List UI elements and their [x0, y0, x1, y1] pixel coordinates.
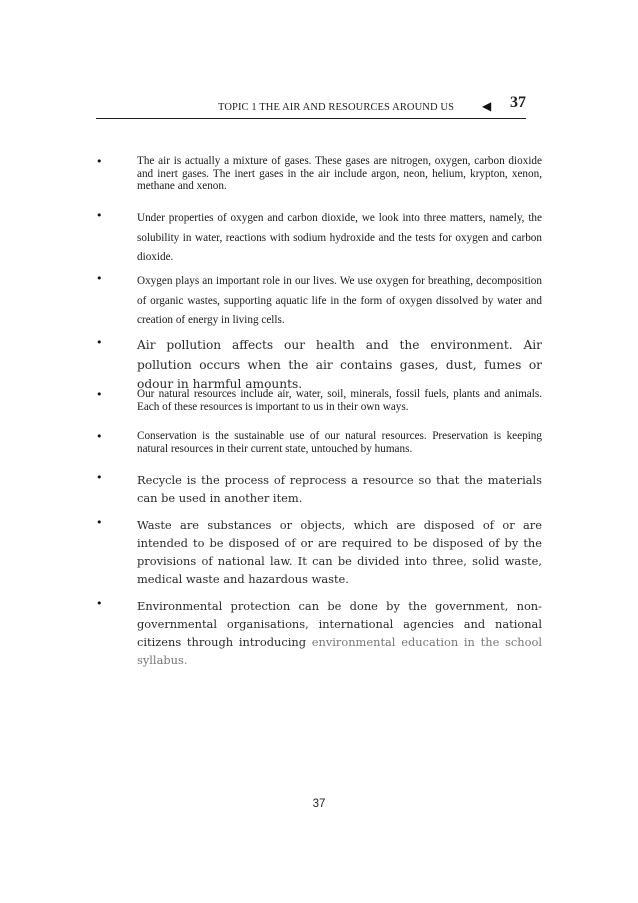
list-item-text: Conservation is the sustainable use of our natural resources. Preservation is keeping natural resources in their current state, untouched by humans.	[137, 430, 542, 455]
list-item-text-main: Environmental protection can be done by the government, non-governmental organisations, international agencies and national citizens through introducing	[137, 599, 542, 649]
bullet-icon: •	[96, 471, 103, 484]
bullet-icon: •	[96, 272, 103, 285]
left-arrow-icon: ◀	[482, 99, 492, 113]
list-item-text: Oxygen plays an important role in our lives. We use oxygen for breathing, decomposition of organic wastes, supporting aquatic life in the form of oxygen dissolved by water and creation of energy in living cells.	[137, 275, 542, 326]
header-page-number: 37	[510, 94, 526, 111]
bullet-icon: •	[96, 388, 103, 401]
list-item-text: The air is actually a mixture of gases. These gases are nitrogen, oxygen, carbon dioxide and inert gases. The inert gases in the air include argon, neon, helium, krypton, xenon, methane and xenon.	[137, 155, 542, 193]
list-item-text: Recycle is the process of reprocess a resource so that the materials can be used in another item.	[137, 473, 542, 505]
bullet-icon: •	[96, 155, 103, 168]
bullet-icon: •	[96, 209, 103, 222]
footer-page-number: 37	[312, 798, 326, 810]
list-item-text-faded: environmental education in the school syllabus.	[137, 635, 542, 667]
list-item-text	[137, 597, 542, 669]
bullet-icon: •	[96, 597, 103, 610]
list-item-text: Waste are substances or objects, which are disposed of or are intended to be disposed of or are required to be disposed of by the provisions of national law. It can be divided into three, solid waste, medical waste and hazardous waste.	[137, 518, 542, 586]
list-item-text: Air pollution affects our health and the environment. Air pollution occurs when the air contains gases, dust, fumes or odour in harmful amounts.	[137, 338, 542, 391]
bullet-icon: •	[96, 516, 103, 529]
header-title: TOPIC 1 THE AIR AND RESOURCES AROUND US	[218, 102, 455, 113]
list-item-text: Our natural resources include air, water, soil, minerals, fossil fuels, plants and animals. Each of these resources is important to us in their own ways.	[137, 388, 542, 413]
bullet-icon: •	[96, 336, 103, 349]
bullet-icon: •	[96, 430, 103, 443]
list-item-text: Under properties of oxygen and carbon dioxide, we look into three matters, namely, the solubility in water, reactions with sodium hydroxide and the tests for oxygen and carbon dioxide.	[137, 212, 542, 263]
